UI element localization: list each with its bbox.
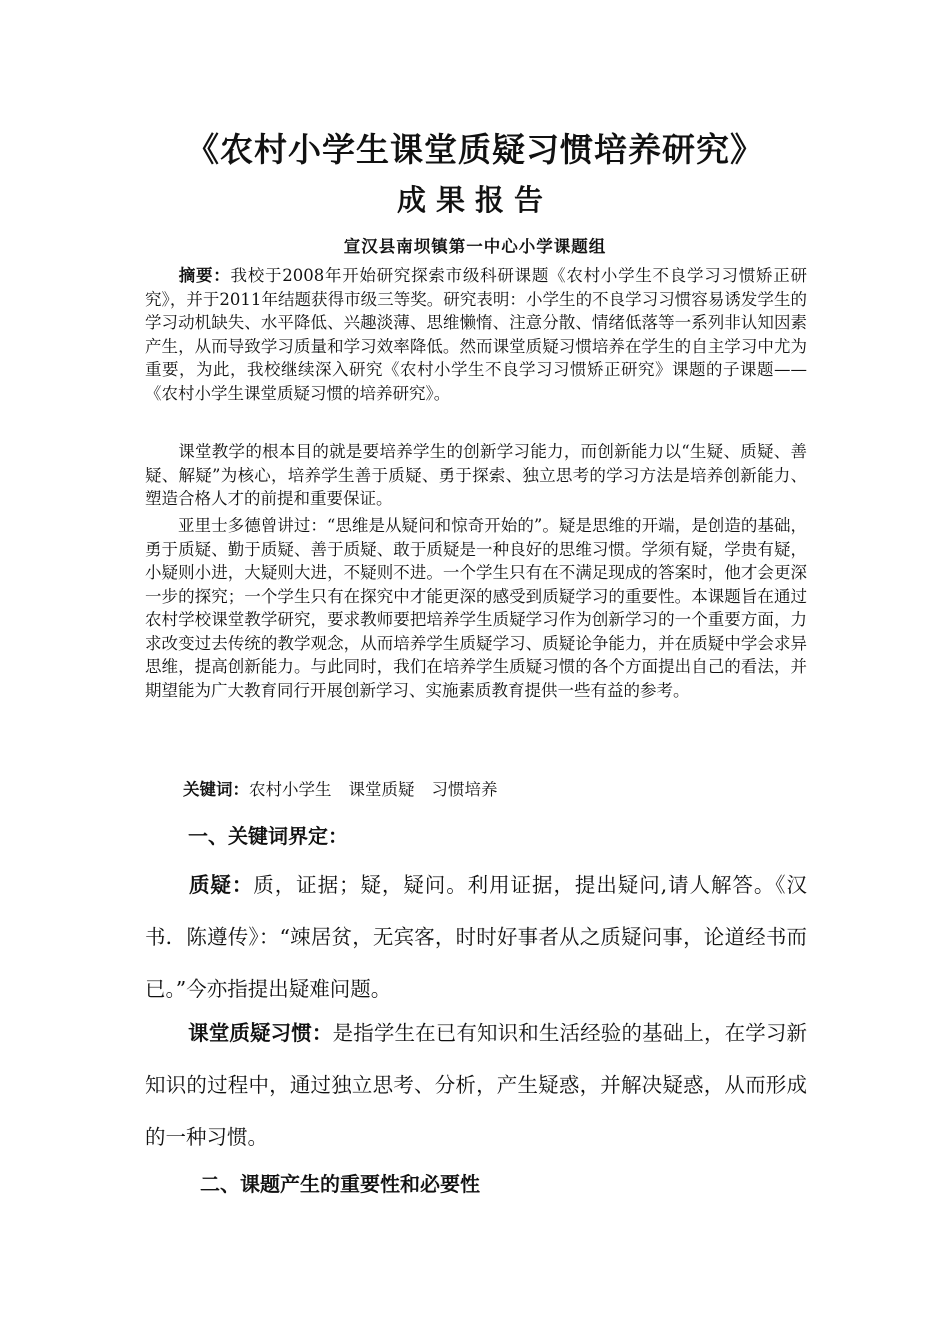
definition-term: 质疑： — [188, 873, 254, 897]
definition-term: 课堂质疑习惯： — [188, 1021, 333, 1045]
abstract-paragraph — [145, 264, 807, 405]
definition-text: 质，证据；疑，疑问。利用证据，提出疑问,请人解答。《汉书．陈遵传》：“竦居贫，无宾客，时时好事者从之质疑问事，论道经书而已。”今亦指提出疑难问题。 — [145, 873, 808, 1001]
organization-line: 宣汉县南坝镇第一中心小学课题组 — [343, 237, 607, 256]
definition-text: 是指学生在已有知识和生活经验的基础上，在学习新知识的过程中，通过独立思考、分析，产生疑惑，并解决疑惑，从而形成的一种习惯。 — [145, 1021, 808, 1149]
document-title: 《农村小学生课堂质疑习惯培养研究》 — [186, 130, 764, 169]
section-heading-2: 二、课题产生的重要性和必要性 — [200, 1172, 480, 1196]
abstract-label: 摘要： — [178, 266, 231, 285]
keyword-term: 课堂质疑 — [348, 780, 415, 799]
section-heading-1: 一、关键词界定： — [188, 824, 348, 848]
paragraph-text: 课堂教学的根本目的就是要培养学生的创新学习能力，而创新能力以“生疑、质疑、善疑、解疑”为核心，培养学生善于质疑、勇于探索、独立思考的学习方法是培养创新能力、塑造合格人才的前提和重要保证。 — [145, 442, 807, 508]
body-paragraph — [145, 514, 807, 702]
paragraph-text: 亚里士多德曾讲过：“思维是从疑问和惊奇开始的”。疑是思维的开端，是创造的基础，勇于质疑、勤于质疑、善于质疑、敢于质疑是一种良好的思维习惯。学须有疑，学贵有疑，小疑则小进，大疑则大进，不疑则不进。一个学生只有在不满足现成的答案时，他才会更深一步的探究；一个学生只有在探究中才能更深的感受到质疑学习的重要性。本课题旨在通过农村学校课堂教学研究，要求教师要把培养学生质疑学习作为创新学习的一个重要方面，力求改变过去传统的教学观念，从而培养学生质疑学习、质疑论争能力，并在质疑中学会求异思维，提高创新能力。与此同时，我们在培养学生质疑习惯的各个方面提出自己的看法，并期望能为广大教育同行开展创新学习、实施素质教育提供一些有益的参考。 — [145, 516, 807, 700]
keyword-term: 农村小学生 — [249, 780, 332, 799]
keywords-label: 关键词： — [183, 780, 249, 799]
keyword-term: 习惯培养 — [431, 780, 498, 799]
keywords-line — [183, 776, 515, 800]
body-paragraph — [145, 440, 807, 511]
document-subtitle: 成果报告 — [396, 183, 553, 217]
abstract-text: 我校于2008年开始研究探索市级科研课题《农村小学生不良学习习惯矫正研究》，并于2011年结题获得市级三等奖。研究表明：小学生的不良学习习惯容易诱发学生的学习动机缺失、水平降低、兴趣淡薄、思维懒惰、注意分散、情绪低落等一系列非认知因素产生，从而导致学习质量和学习效率降低。然而课堂质疑习惯培养在学生的自主学习中尤为重要，为此，我校继续深入研究《农村小学生不良学习习惯矫正研究》课题的子课题——《农村小学生课堂质疑习惯的培养研究》。 — [145, 266, 808, 403]
definition-paragraph — [145, 1007, 807, 1163]
definition-paragraph — [145, 859, 807, 1015]
